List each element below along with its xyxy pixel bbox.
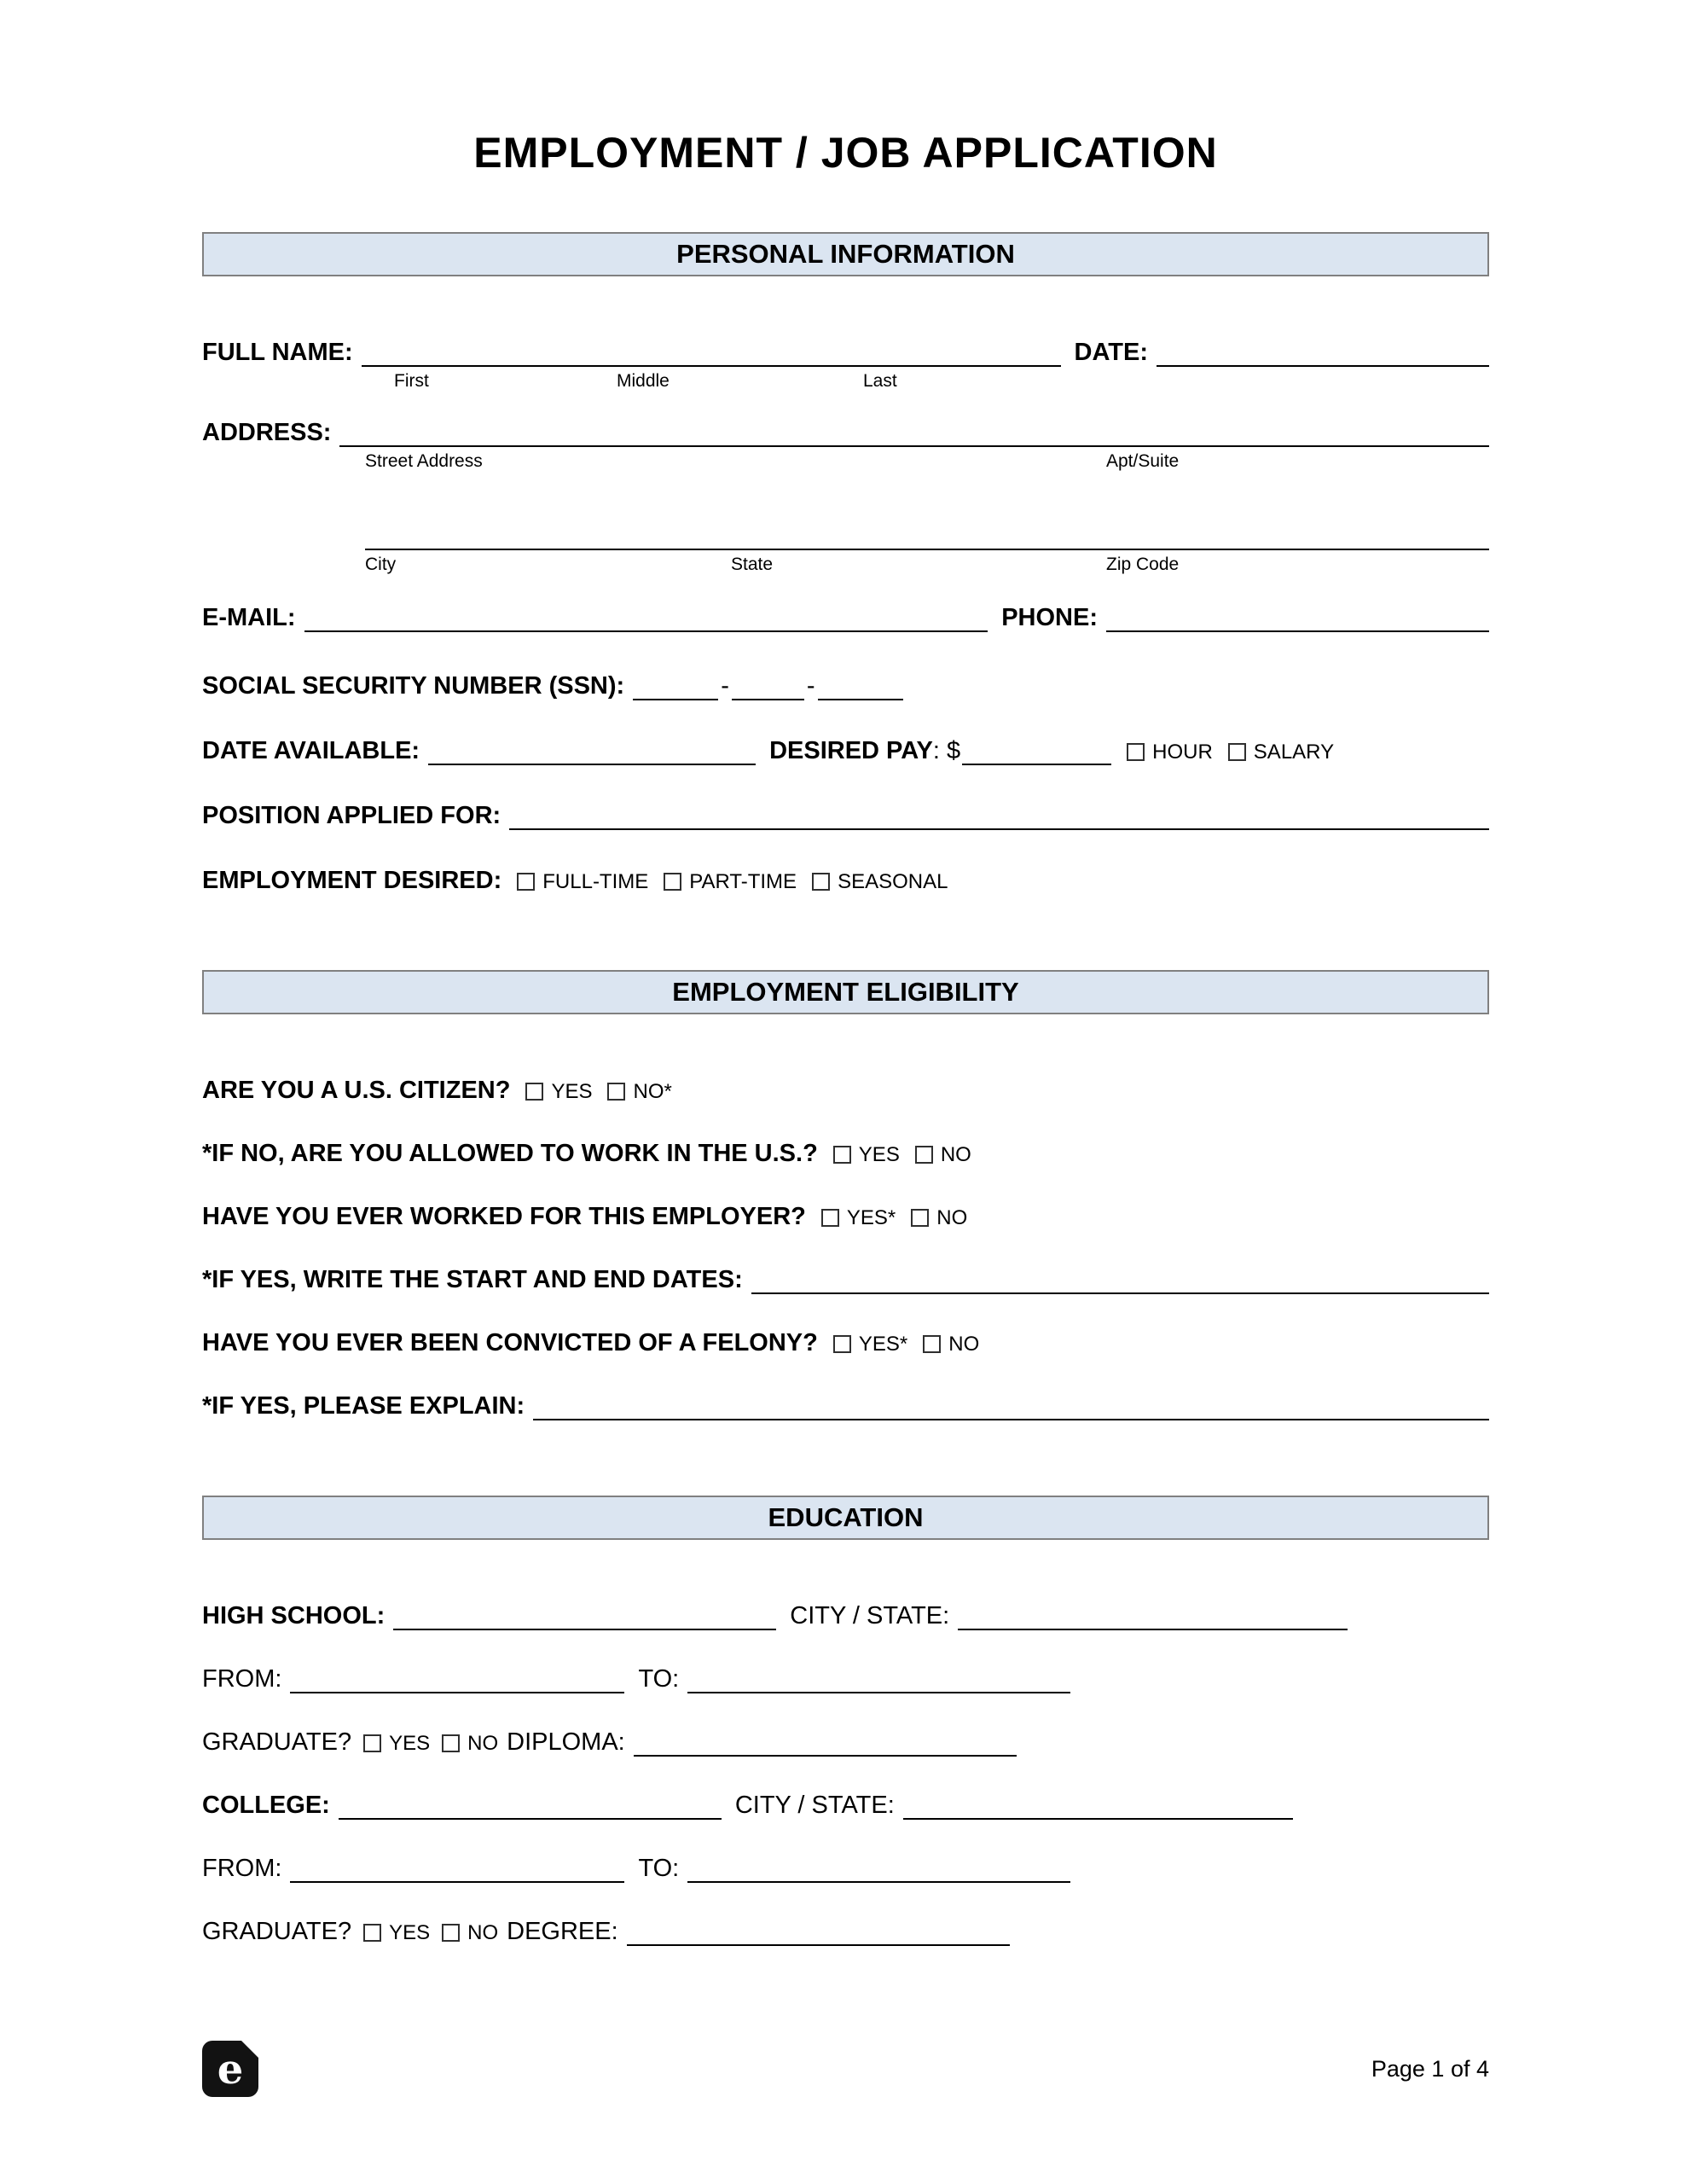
hs-graduate-label: GRADUATE? <box>202 1728 352 1756</box>
eforms-logo-letter: e <box>217 2046 244 2094</box>
diploma-label: DIPLOMA: <box>507 1728 625 1756</box>
college-graduate-label: GRADUATE? <box>202 1918 352 1945</box>
desired-pay-dollar: : $ <box>932 737 961 764</box>
ssn-part3-field[interactable] <box>818 690 903 700</box>
apt-suite-sublabel: Apt/Suite <box>1106 451 1180 471</box>
high-school-field[interactable] <box>393 1620 776 1630</box>
college-city-state-label: CITY / STATE: <box>734 1792 895 1819</box>
citizen-yes-label: YES <box>551 1080 593 1103</box>
desired-pay-label: DESIRED PAY <box>769 737 933 764</box>
page-number: Page 1 of 4 <box>1371 2055 1489 2082</box>
allowed-yes-label: YES <box>858 1143 900 1166</box>
felony-explain-row <box>202 1391 1489 1420</box>
worked-before-question-label: HAVE YOU EVER WORKED FOR THIS EMPLOYER? <box>202 1203 806 1230</box>
hs-dates-row <box>202 1664 1489 1693</box>
high-school-row <box>202 1601 1489 1630</box>
citizen-yes-checkbox[interactable] <box>525 1083 543 1101</box>
section-header-education <box>202 1496 1489 1540</box>
email-phone-row <box>202 603 1489 632</box>
employment-desired-row <box>202 866 1489 895</box>
start-end-dates-row <box>202 1265 1489 1294</box>
full-name-row <box>202 338 1489 367</box>
street-address-field[interactable] <box>339 437 1489 447</box>
college-row <box>202 1791 1489 1820</box>
citizen-no-label: NO* <box>633 1080 672 1103</box>
allowed-no-label: NO <box>940 1143 971 1166</box>
college-graduate-yes-label: YES <box>389 1921 431 1944</box>
college-field[interactable] <box>339 1809 722 1820</box>
section-header-personal <box>202 232 1489 276</box>
address-label: ADDRESS: <box>202 419 332 446</box>
hour-option-label: HOUR <box>1152 741 1213 764</box>
high-school-label: HIGH SCHOOL: <box>202 1602 386 1629</box>
part-time-option-label: PART-TIME <box>689 870 797 893</box>
allowed-no-checkbox[interactable] <box>915 1146 933 1164</box>
employment-desired-label: EMPLOYMENT DESIRED: <box>202 867 502 894</box>
degree-field[interactable] <box>627 1936 1010 1946</box>
ssn-part2-field[interactable] <box>732 690 804 700</box>
date-available-row <box>202 736 1489 765</box>
college-graduate-no-checkbox[interactable] <box>442 1924 460 1942</box>
date-available-field[interactable] <box>428 755 756 765</box>
address-row-2 <box>202 540 1489 550</box>
email-field[interactable] <box>304 622 988 632</box>
phone-field[interactable] <box>1106 622 1489 632</box>
hour-checkbox[interactable] <box>1127 743 1145 761</box>
date-available-label: DATE AVAILABLE: <box>202 737 420 764</box>
felony-explain-label: *IF YES, PLEASE EXPLAIN: <box>202 1392 525 1420</box>
hs-graduate-yes-checkbox[interactable] <box>363 1734 381 1752</box>
zip-code-sublabel: Zip Code <box>1106 555 1180 574</box>
salary-option-label: SALARY <box>1253 741 1335 764</box>
ssn-dash-2: - <box>806 672 815 700</box>
city-state-zip-field[interactable] <box>365 540 1489 550</box>
salary-checkbox[interactable] <box>1228 743 1246 761</box>
full-time-checkbox[interactable] <box>517 873 535 891</box>
seasonal-option-label: SEASONAL <box>838 870 948 893</box>
hs-graduate-no-checkbox[interactable] <box>442 1734 460 1752</box>
worked-yes-checkbox[interactable] <box>821 1209 839 1227</box>
state-sublabel: State <box>731 555 774 574</box>
felony-no-checkbox[interactable] <box>923 1335 941 1353</box>
felony-yes-label: YES* <box>858 1333 908 1356</box>
full-time-option-label: FULL-TIME <box>542 870 649 893</box>
hs-graduate-no-label: NO <box>467 1732 499 1755</box>
college-graduate-row <box>202 1917 1489 1946</box>
college-graduate-no-label: NO <box>467 1921 499 1944</box>
seasonal-checkbox[interactable] <box>812 873 830 891</box>
eforms-logo-fold-icon <box>241 2041 258 2058</box>
allowed-to-work-question-row <box>202 1139 1489 1168</box>
college-graduate-yes-checkbox[interactable] <box>363 1924 381 1942</box>
ssn-label: SOCIAL SECURITY NUMBER (SSN): <box>202 672 625 700</box>
part-time-checkbox[interactable] <box>664 873 681 891</box>
street-address-sublabel: Street Address <box>365 451 483 471</box>
allowed-yes-checkbox[interactable] <box>833 1146 851 1164</box>
full-name-field[interactable] <box>362 357 1061 367</box>
section-header-eligibility <box>202 970 1489 1014</box>
worked-yes-label: YES* <box>846 1206 896 1229</box>
college-from-label: FROM: <box>202 1855 282 1882</box>
college-label: COLLEGE: <box>202 1792 330 1819</box>
hs-graduate-row <box>202 1728 1489 1757</box>
felony-no-label: NO <box>948 1333 980 1356</box>
hs-graduate-yes-label: YES <box>389 1732 431 1755</box>
college-to-field[interactable] <box>687 1873 1070 1883</box>
section-header-eligibility-label: EMPLOYMENT ELIGIBILITY <box>672 977 1019 1007</box>
ssn-dash-1: - <box>721 672 729 700</box>
felony-question-label: HAVE YOU EVER BEEN CONVICTED OF A FELONY? <box>202 1329 818 1356</box>
first-name-sublabel: First <box>394 371 429 391</box>
eforms-logo <box>202 2041 258 2097</box>
date-label: DATE: <box>1074 339 1148 366</box>
address-row <box>202 418 1489 447</box>
desired-pay-field[interactable] <box>962 755 1111 765</box>
citizen-no-checkbox[interactable] <box>607 1083 625 1101</box>
start-end-dates-field[interactable] <box>751 1284 1489 1294</box>
ssn-row <box>202 671 1489 700</box>
start-end-dates-label: *IF YES, WRITE THE START AND END DATES: <box>202 1266 743 1293</box>
footer <box>202 2041 1489 2097</box>
address-sublabels <box>202 447 1489 476</box>
hs-city-state-field[interactable] <box>958 1620 1348 1630</box>
hs-to-label: TO: <box>638 1665 680 1693</box>
college-city-state-field[interactable] <box>903 1809 1293 1820</box>
hs-to-field[interactable] <box>687 1683 1070 1693</box>
hs-from-label: FROM: <box>202 1665 282 1693</box>
worked-no-label: NO <box>936 1206 968 1229</box>
section-header-education-label: EDUCATION <box>768 1502 924 1532</box>
degree-label: DEGREE: <box>507 1918 618 1945</box>
college-dates-row <box>202 1854 1489 1883</box>
position-row <box>202 801 1489 830</box>
name-sublabels <box>202 367 1489 396</box>
ssn-part1-field[interactable] <box>633 690 718 700</box>
last-name-sublabel: Last <box>863 371 897 391</box>
worked-before-question-row <box>202 1202 1489 1231</box>
date-field[interactable] <box>1157 357 1489 367</box>
phone-label: PHONE: <box>1001 604 1098 631</box>
citizen-question-label: ARE YOU A U.S. CITIZEN? <box>202 1077 511 1104</box>
section-header-personal-label: PERSONAL INFORMATION <box>676 239 1015 269</box>
position-applied-label: POSITION APPLIED FOR: <box>202 802 501 829</box>
page-title: EMPLOYMENT / JOB APPLICATION <box>473 129 1218 177</box>
worked-no-checkbox[interactable] <box>911 1209 929 1227</box>
middle-name-sublabel: Middle <box>617 371 670 391</box>
hs-city-state-label: CITY / STATE: <box>790 1602 950 1629</box>
allowed-to-work-question-label: *IF NO, ARE YOU ALLOWED TO WORK IN THE U.S.? <box>202 1140 818 1167</box>
city-state-zip-sublabels <box>202 550 1489 579</box>
city-sublabel: City <box>365 555 397 574</box>
felony-yes-checkbox[interactable] <box>833 1335 851 1353</box>
full-name-label: FULL NAME: <box>202 339 353 366</box>
email-label: E-MAIL: <box>202 604 296 631</box>
citizen-question-row <box>202 1076 1489 1105</box>
diploma-field[interactable] <box>634 1746 1017 1757</box>
hs-from-field[interactable] <box>290 1683 624 1693</box>
college-from-field[interactable] <box>290 1873 624 1883</box>
felony-question-row <box>202 1328 1489 1357</box>
felony-explain-field[interactable] <box>533 1410 1489 1420</box>
position-applied-field[interactable] <box>509 820 1489 830</box>
college-to-label: TO: <box>638 1855 680 1882</box>
